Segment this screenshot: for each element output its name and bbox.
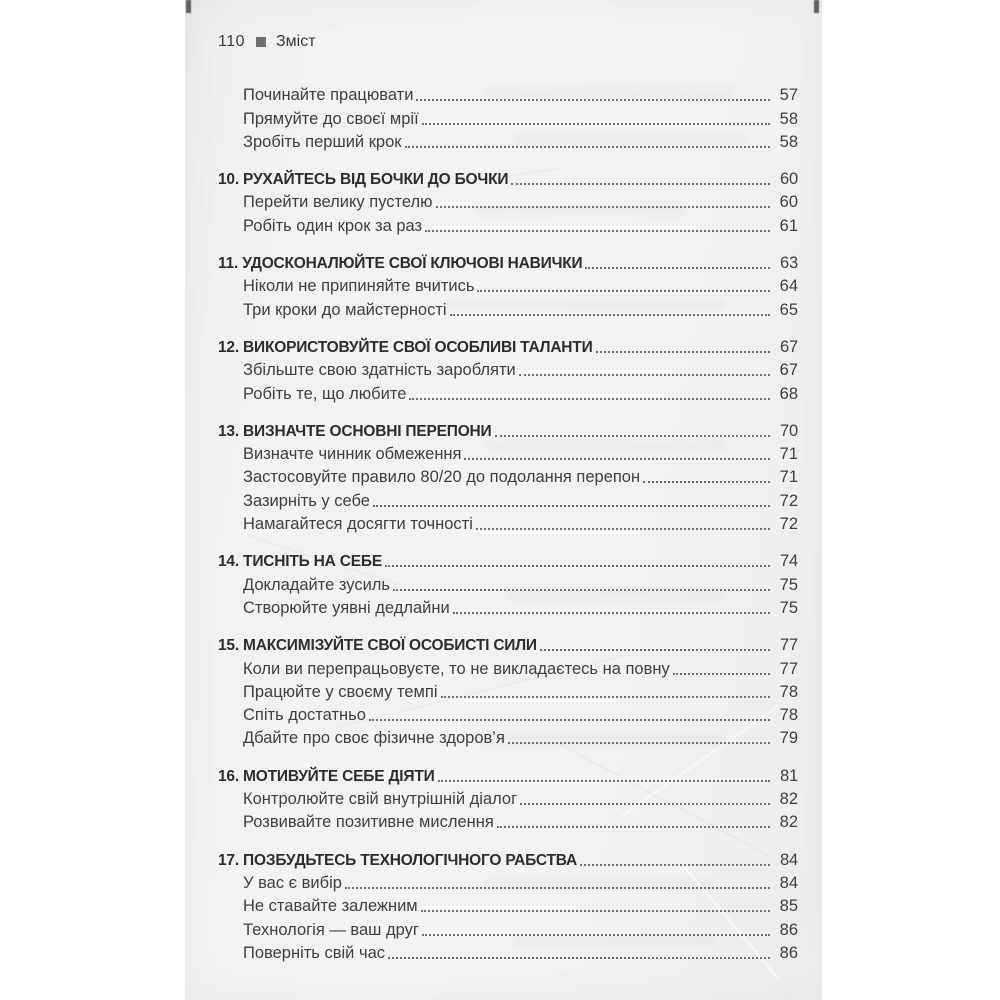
- toc-entry-label: Коли ви перепрацьовуєте, то не викладаєтесь на повну: [243, 659, 670, 678]
- toc-entry-label: Прямуйте до своєї мрії: [243, 109, 419, 128]
- dotted-leader: [436, 206, 770, 208]
- toc-entry-page: 57: [779, 86, 798, 105]
- toc-entry-row: [218, 702, 798, 725]
- toc-entry-page: 75: [779, 598, 798, 617]
- toc-entry-page: 78: [779, 706, 798, 725]
- dotted-leader: [477, 290, 770, 292]
- toc-entry-page: 86: [779, 943, 798, 962]
- toc-entry-page: 70: [780, 421, 798, 440]
- square-bullet-icon: [256, 37, 266, 47]
- running-header: [218, 33, 798, 51]
- toc-chapter-label: 16. МОТИВУЙТЕ СЕБЕ ДІЯТИ: [218, 767, 435, 785]
- toc-chapter-row: [218, 166, 798, 189]
- toc-entry-page: 67: [780, 337, 798, 356]
- toc-entry-page: 85: [779, 897, 798, 916]
- toc-entry-row: [218, 357, 798, 380]
- toc-entry-page: 86: [779, 920, 798, 939]
- toc-entry-page: 61: [779, 216, 798, 235]
- toc-entry-page: 81: [780, 766, 798, 785]
- dotted-leader: [388, 957, 770, 959]
- toc-entry-label: Перейти велику пустелю: [243, 193, 433, 212]
- toc-entry-row: [218, 82, 798, 105]
- toc-entry-page: 72: [779, 515, 798, 534]
- dotted-leader: [438, 780, 770, 782]
- dotted-leader: [643, 481, 770, 483]
- scan-edge-mark-left: [186, 0, 191, 13]
- dotted-leader: [519, 374, 770, 376]
- toc-entry-row: [218, 870, 798, 893]
- toc-entry-page: 79: [779, 729, 798, 748]
- toc-entry-row: [218, 655, 798, 678]
- toc-entry-row: [218, 809, 798, 832]
- toc-entry-label: Збільште свою здатність заробляти: [243, 361, 516, 380]
- toc-entry-label: Зробіть перший крок: [243, 132, 402, 151]
- dotted-leader: [369, 719, 770, 721]
- toc-chapter-row: [218, 334, 798, 357]
- toc-entry-row: [218, 725, 798, 748]
- toc-entry-page: 84: [780, 850, 798, 869]
- dotted-leader: [425, 230, 770, 232]
- header-title: Зміст: [276, 33, 316, 50]
- dotted-leader: [520, 803, 770, 805]
- toc-entry-row: [218, 212, 798, 235]
- toc-entry-label: Дбайте про своє фізичне здоров’я: [243, 729, 505, 748]
- toc-entry-label: Робіть те, що любите: [243, 384, 407, 403]
- toc-entry-page: 63: [780, 254, 798, 273]
- toc-entry-row: [218, 786, 798, 809]
- toc-entry-label: Ніколи не припиняйте вчитись: [243, 277, 475, 296]
- toc-entry-page: 84: [779, 873, 798, 892]
- toc-entry-page: 64: [779, 277, 798, 296]
- toc-entry-row: [218, 380, 798, 403]
- dotted-leader: [393, 589, 770, 591]
- dotted-leader: [464, 458, 770, 460]
- toc-entry-row: [218, 487, 798, 510]
- toc-entry-page: 78: [779, 682, 798, 701]
- dotted-leader: [385, 565, 770, 567]
- toc-entry-page: 72: [779, 491, 798, 510]
- toc-entry-row: [218, 129, 798, 152]
- toc-chapter-row: [218, 632, 798, 655]
- toc-entry-label: Розвивайте позитивне мислення: [243, 813, 494, 832]
- dotted-leader: [453, 612, 770, 614]
- toc-entry-row: [218, 464, 798, 487]
- toc-entry-label: У вас є вибір: [243, 873, 342, 892]
- toc-entry-label: Створюйте уявні дедлайни: [243, 598, 450, 617]
- toc-entry-label: Спіть достатньо: [243, 706, 366, 725]
- toc-chapter-label: 12. ВИКОРИСТОВУЙТЕ СВОЇ ОСОБЛИВІ ТАЛАНТИ: [218, 338, 593, 356]
- toc-chapter-label: 17. ПОЗБУДЬТЕСЬ ТЕХНОЛОГІЧНОГО РАБСТВА: [218, 851, 577, 869]
- dotted-leader: [441, 696, 770, 698]
- dotted-leader: [373, 505, 770, 507]
- toc-entry-label: Докладайте зусиль: [243, 575, 391, 594]
- toc-entry-label: Три кроки до майстерності: [243, 300, 447, 319]
- toc-entry-page: 58: [779, 132, 798, 151]
- toc-entry-page: 58: [779, 109, 798, 128]
- dotted-leader: [405, 146, 770, 148]
- toc-entry-page: 60: [779, 193, 798, 212]
- toc-chapter-row: [218, 250, 798, 273]
- toc-entry-row: [218, 940, 798, 963]
- toc-entry-page: 82: [779, 790, 798, 809]
- dotted-leader: [497, 826, 770, 828]
- dotted-leader: [422, 934, 770, 936]
- toc-entry-row: [218, 273, 798, 296]
- toc-chapter-row: [218, 762, 798, 785]
- toc-chapter-label: 15. МАКСИМІЗУЙТЕ СВОЇ ОСОБИСТІ СИЛИ: [218, 637, 537, 655]
- dotted-leader: [421, 910, 770, 912]
- book-page: [185, 0, 822, 1000]
- header-page-number: 110: [218, 33, 246, 50]
- dotted-leader: [450, 314, 770, 316]
- toc-entry-row: [218, 679, 798, 702]
- toc-entry-page: 67: [779, 361, 798, 380]
- toc-entry-label: Поверніть свій час: [243, 943, 385, 962]
- toc-entry-row: [218, 595, 798, 618]
- toc-entry-label: Застосовуйте правило 80/20 до подолання перепон: [243, 468, 641, 487]
- toc-entry-row: [218, 916, 798, 939]
- toc-entry-page: 71: [779, 468, 798, 487]
- toc-entry-page: 71: [779, 445, 798, 464]
- toc-chapter-label: 13. ВИЗНАЧТЕ ОСНОВНІ ПЕРЕПОНИ: [218, 422, 492, 440]
- toc-entry-page: 74: [780, 552, 798, 571]
- dotted-leader: [580, 864, 770, 866]
- toc-chapter-label: 14. ТИСНІТЬ НА СЕБЕ: [218, 553, 382, 571]
- dotted-leader: [511, 183, 770, 185]
- dotted-leader: [495, 435, 771, 437]
- toc-entry-row: [218, 441, 798, 464]
- dotted-leader: [540, 649, 770, 651]
- toc-entry-page: 75: [779, 575, 798, 594]
- toc-entry-label: Працюйте у своєму темпі: [243, 682, 438, 701]
- dotted-leader: [508, 742, 770, 744]
- toc-chapter-label: 10. РУХАЙТЕСЬ ВІД БОЧКИ ДО БОЧКИ: [218, 171, 509, 189]
- toc-entry-label: Визначте чинник обмеження: [243, 445, 462, 464]
- toc-entry-label: Не ставайте залежним: [243, 897, 418, 916]
- dotted-leader: [409, 398, 770, 400]
- toc-entry-page: 77: [779, 659, 798, 678]
- dotted-leader: [416, 99, 770, 101]
- toc-chapter-row: [218, 548, 798, 571]
- toc-entry-row: [218, 296, 798, 319]
- toc-entry-label: Технологія — ваш друг: [243, 920, 419, 939]
- toc-entry-label: Робіть один крок за раз: [243, 216, 423, 235]
- toc-entry-label: Зазирніть у себе: [243, 491, 370, 510]
- toc-chapter-row: [218, 418, 798, 441]
- toc-chapter-label: 11. УДОСКОНАЛЮЙТЕ СВОЇ КЛЮЧОВІ НАВИЧКИ: [218, 255, 583, 273]
- toc-entry-page: 77: [780, 636, 798, 655]
- toc-entry-row: [218, 189, 798, 212]
- scan-edge-mark-right: [814, 0, 819, 13]
- dotted-leader: [476, 528, 770, 530]
- table-of-contents: [218, 82, 798, 963]
- toc-entry-row: [218, 571, 798, 594]
- toc-chapter-row: [218, 846, 798, 869]
- toc-entry-page: 68: [779, 384, 798, 403]
- toc-entry-row: [218, 511, 798, 534]
- dotted-leader: [422, 123, 770, 125]
- toc-entry-page: 60: [780, 170, 798, 189]
- dotted-leader: [596, 351, 770, 353]
- toc-entry-page: 82: [779, 813, 798, 832]
- toc-entry-label: Контролюйте свій внутрішній діалог: [243, 790, 518, 809]
- toc-entry-page: 65: [779, 300, 798, 319]
- dotted-leader: [345, 887, 770, 889]
- toc-entry-label: Намагайтеся досягти точності: [243, 515, 473, 534]
- dotted-leader: [673, 673, 770, 675]
- dotted-leader: [585, 267, 770, 269]
- toc-entry-row: [218, 893, 798, 916]
- toc-entry-row: [218, 105, 798, 128]
- toc-entry-label: Починайте працювати: [243, 86, 414, 105]
